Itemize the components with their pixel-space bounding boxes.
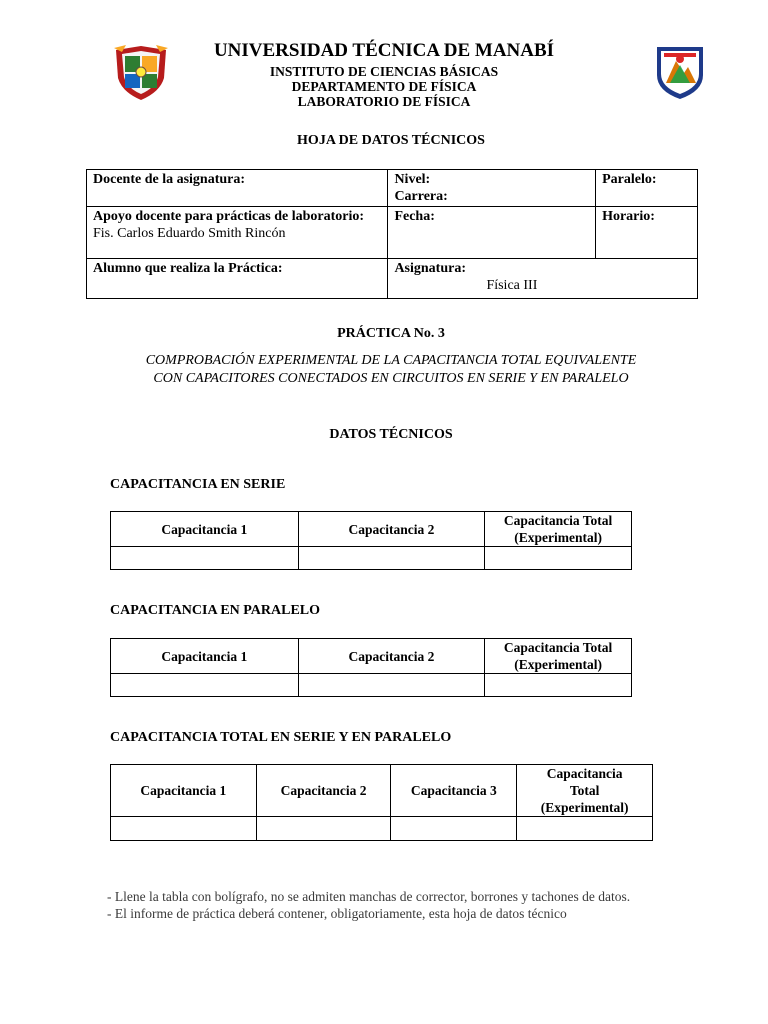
paralelo-cell[interactable] — [596, 170, 698, 207]
info-row-alumno — [87, 259, 698, 299]
header-cell — [485, 512, 632, 547]
table-header-row — [111, 639, 632, 674]
alumno-cell[interactable] — [87, 259, 388, 299]
header-cell: Capacitancia 2 — [298, 639, 485, 674]
asignatura-value: Física III — [486, 278, 538, 293]
info-table — [86, 169, 698, 299]
asignatura-label: Asignatura: — [394, 261, 466, 276]
apoyo-name: Fis. Carlos Eduardo Smith Rincón — [93, 226, 286, 241]
header-line: (Experimental) — [540, 800, 629, 815]
header-line: Total — [569, 783, 600, 798]
input-cell[interactable] — [111, 547, 299, 570]
horario-cell[interactable] — [596, 207, 698, 259]
input-cell[interactable] — [256, 817, 391, 841]
header-cell: Capacitancia 1 — [111, 512, 299, 547]
practice-title-line1: COMPROBACIÓN EXPERIMENTAL DE LA CAPACITANCIA TOTAL EQUIVALENTE — [145, 353, 637, 368]
header-line: Capacitancia Total — [503, 640, 613, 655]
info-row-docente — [87, 170, 698, 207]
laboratory-title: LABORATORIO DE FÍSICA — [297, 94, 471, 109]
fecha-cell[interactable] — [388, 207, 596, 259]
header-cell: Capacitancia 1 — [111, 765, 257, 817]
institute-title: INSTITUTO DE CIENCIAS BÁSICAS — [269, 64, 499, 79]
paralelo-label: Paralelo: — [602, 172, 657, 187]
nivel-label: Nivel: — [394, 172, 431, 187]
apoyo-label: Apoyo docente para prácticas de laboratorio: — [93, 209, 365, 224]
input-cell[interactable] — [391, 817, 517, 841]
header-line: (Experimental) — [514, 657, 602, 672]
sheet-title: HOJA DE DATOS TÉCNICOS — [297, 133, 485, 148]
table-paralelo — [110, 638, 632, 697]
practice-title-line2: CON CAPACITORES CONECTADOS EN CIRCUITOS EN SERIE Y EN PARALELO — [153, 371, 629, 386]
section-total-title: CAPACITANCIA TOTAL EN SERIE Y EN PARALELO — [110, 730, 452, 745]
table-row — [111, 674, 632, 697]
table-row — [111, 547, 632, 570]
apoyo-cell[interactable] — [87, 207, 388, 259]
horario-label: Horario: — [602, 209, 655, 224]
alumno-label: Alumno que realiza la Práctica: — [93, 261, 283, 276]
header-cell: Capacitancia 1 — [111, 639, 299, 674]
input-cell[interactable] — [485, 674, 632, 697]
header-line: (Experimental) — [514, 530, 602, 545]
asignatura-cell[interactable] — [388, 259, 698, 299]
note-item: - Llene la tabla con bolígrafo, no se admiten manchas de corrector, borrones y tachones de datos. — [107, 889, 631, 904]
header-cell — [517, 765, 653, 817]
table-header-row — [111, 765, 653, 817]
input-cell[interactable] — [298, 547, 485, 570]
department-title: DEPARTAMENTO DE FÍSICA — [291, 79, 477, 94]
header-cell: Capacitancia 3 — [391, 765, 517, 817]
docente-label: Docente de la asignatura: — [93, 172, 246, 187]
header-cell: Capacitancia 2 — [256, 765, 391, 817]
fecha-label: Fecha: — [394, 209, 435, 224]
input-cell[interactable] — [111, 674, 299, 697]
nivel-carrera-cell[interactable] — [388, 170, 596, 207]
section-paralelo-title: CAPACITANCIA EN PARALELO — [110, 603, 321, 618]
table-serie — [110, 511, 632, 570]
practice-title — [0, 352, 768, 388]
section-serie-title: CAPACITANCIA EN SERIE — [110, 477, 286, 492]
table-header-row — [111, 512, 632, 547]
university-title: UNIVERSIDAD TÉCNICA DE MANABÍ — [213, 40, 555, 61]
docente-cell[interactable] — [87, 170, 388, 207]
input-cell[interactable] — [485, 547, 632, 570]
header-cell — [485, 639, 632, 674]
input-cell[interactable] — [517, 817, 653, 841]
info-row-apoyo — [87, 207, 698, 259]
header-cell: Capacitancia 2 — [298, 512, 485, 547]
input-cell[interactable] — [111, 817, 257, 841]
table-row — [111, 817, 653, 841]
practice-number: PRÁCTICA No. 3 — [337, 326, 445, 341]
notes — [107, 888, 630, 922]
datos-tecnicos-title: DATOS TÉCNICOS — [329, 427, 453, 442]
carrera-label: Carrera: — [394, 189, 448, 204]
input-cell[interactable] — [298, 674, 485, 697]
header-line: Capacitancia — [546, 766, 623, 781]
note-item: - El informe de práctica deberá contener, obligatoriamente, esta hoja de datos técnico — [107, 906, 567, 921]
table-total — [110, 764, 653, 841]
header-line: Capacitancia Total — [503, 513, 613, 528]
